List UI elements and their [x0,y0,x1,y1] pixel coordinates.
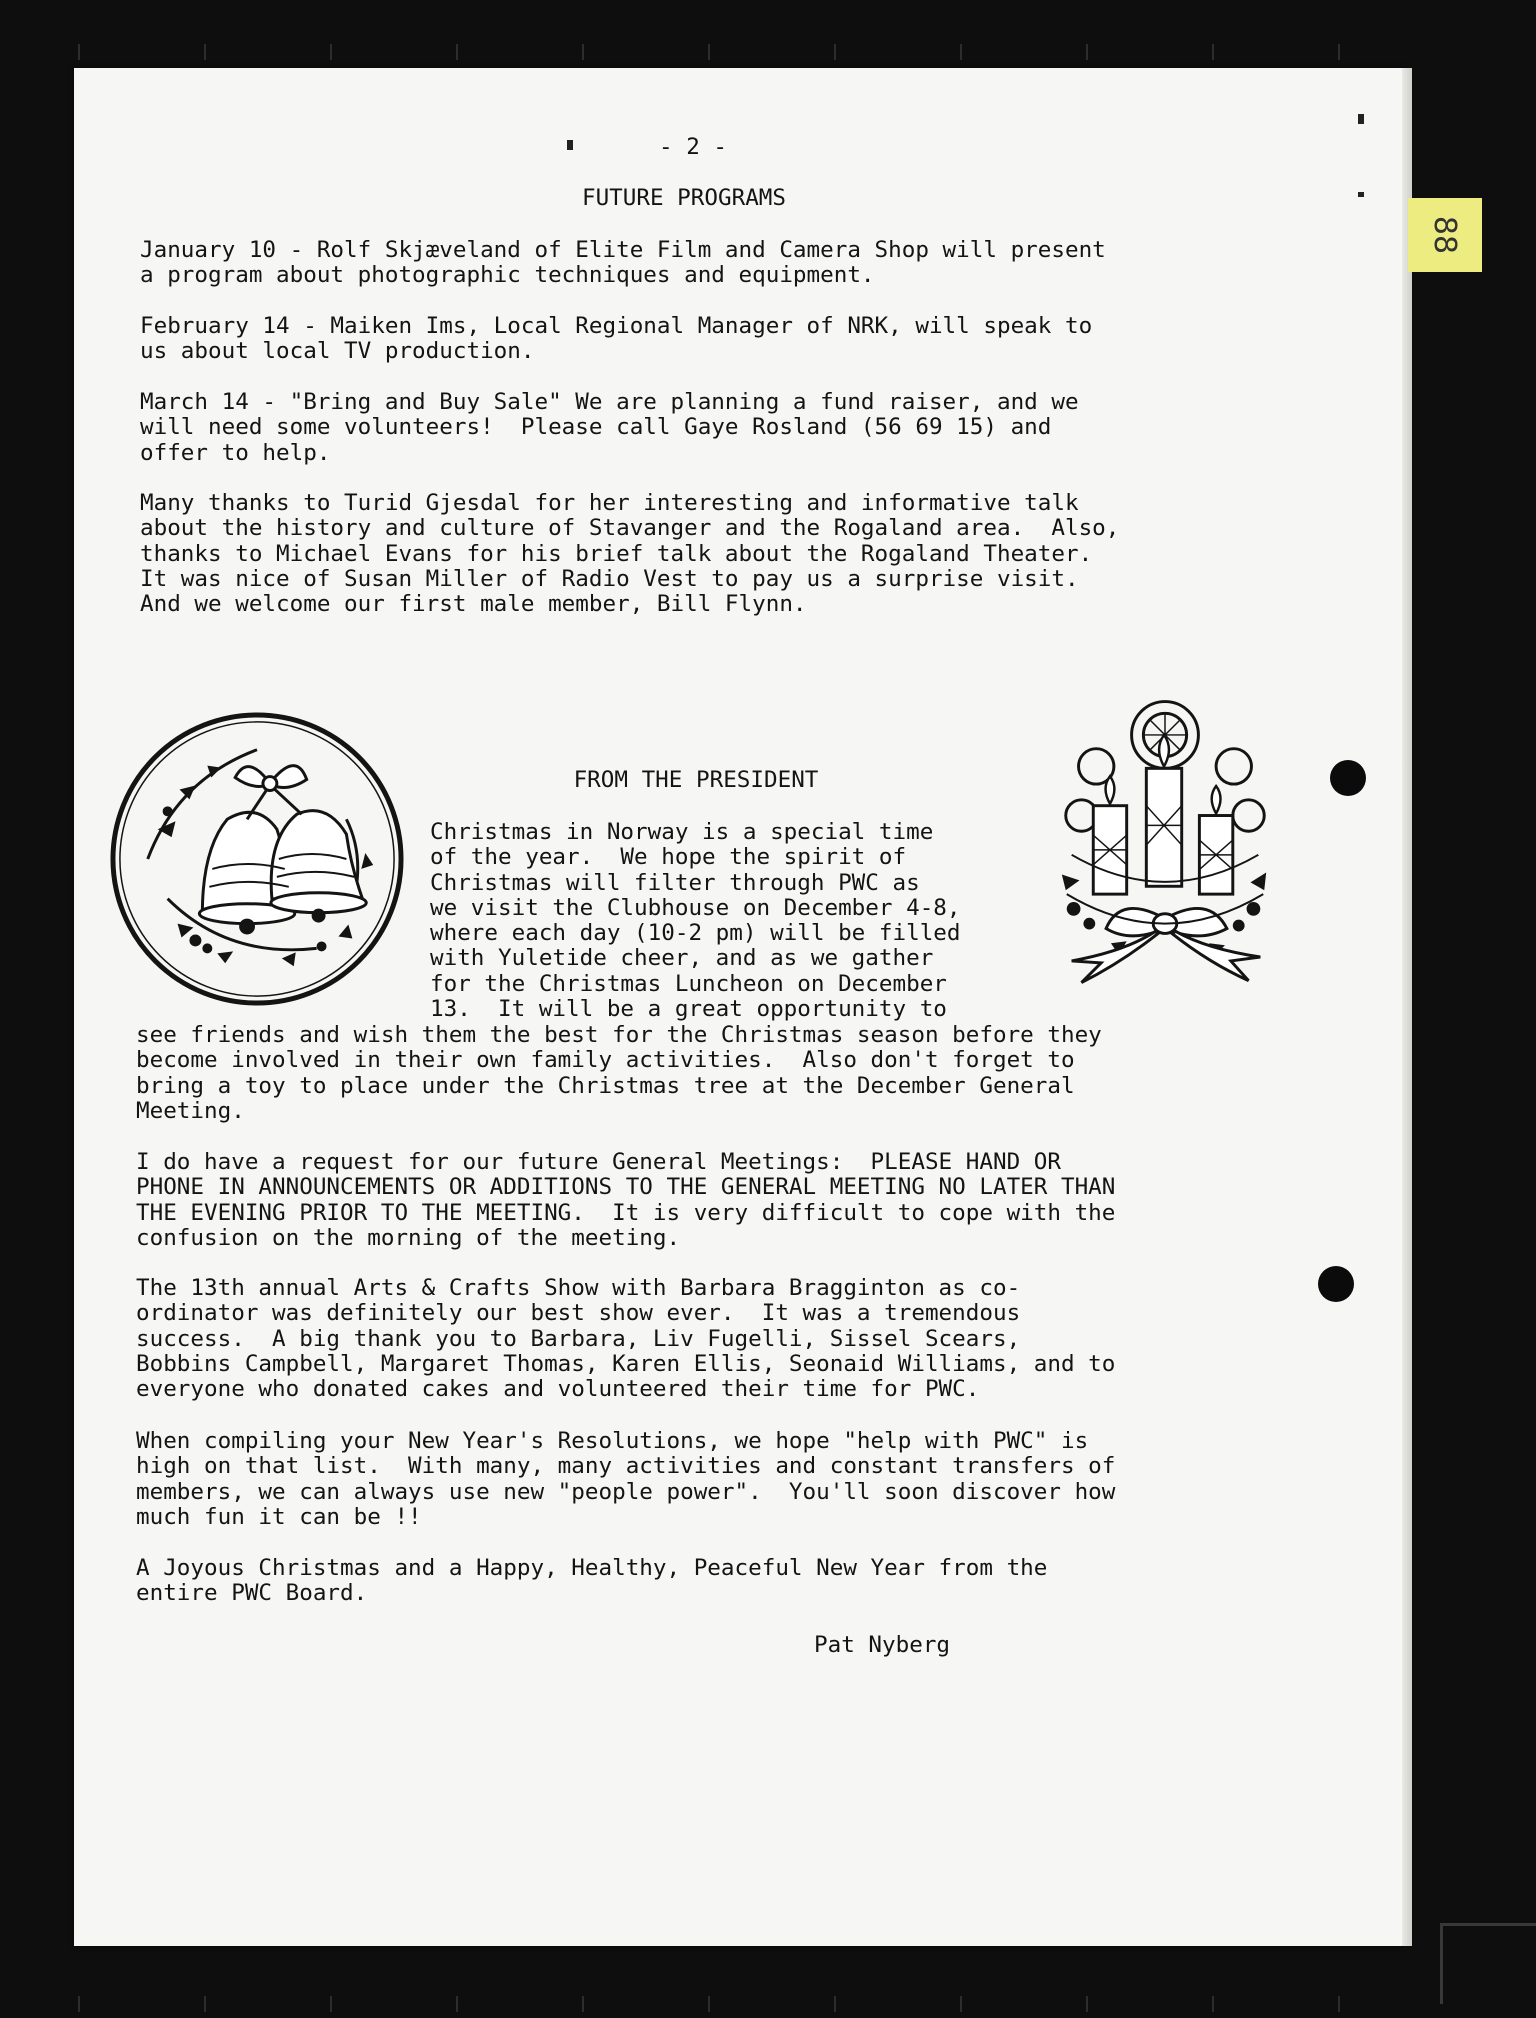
archive-label: 88 [1408,198,1482,272]
president-intro-continued: see friends and wish them the best for the Christmas season before they become involved in their own family activities. Also don't forget to bring a toy to place under the Christmas tree at the December General Meeting. [136,1022,1102,1124]
speck [567,140,573,150]
punch-hole [1330,760,1366,796]
arts-crafts-paragraph: The 13th annual Arts & Crafts Show with Barbara Bragginton as co- ordinator was definitely our best show ever. It was a tremendous success. A big thank you to Barbara, Liv Fugelli, Sissel Scears, Bobbins Campbell, Margaret Thomas, Karen Ellis, Seonaid Williams, and to everyone who donated cakes and volunteered their time for PWC. [136,1275,1116,1403]
resolutions-paragraph: When compiling your New Year's Resolutions, we hope "help with PWC" is high on that list. With many, many activities and constant transfers of members, we can always use new "people power". You'll soon discover how much fun it can be !! [136,1428,1116,1530]
speck [1358,192,1364,197]
program-march: March 14 - "Bring and Buy Sale" We are planning a fund raiser, and we will need some volunteers! Please call Gaye Rosland (56 69 15) and offer to help. [140,389,1079,466]
scanner-edge-mark [1440,1923,1536,2004]
christmas-greeting-paragraph: A Joyous Christmas and a Happy, Healthy, Peaceful New Year from the entire PWC Board. [136,1555,1048,1607]
future-programs-heading: FUTURE PROGRAMS [581,185,787,211]
program-february: February 14 - Maiken Ims, Local Regional Manager of NRK, will speak to us about local TV production. [140,313,1093,365]
scanner-ruler-bottom [78,1996,1418,2012]
president-intro-wrapped: Christmas in Norway is a special time of the year. We hope the spirit of Christmas will filter through PWC as we visit the Clubhouse on December 4-8, where each day (10-2 pm) will be filled with Yuletide cheer, and as we gather for the Christmas Luncheon on December 13. It will be a great opportunity to [430,819,961,1023]
thanks-paragraph: Many thanks to Turid Gjesdal for her interesting and informative talk about the history and culture of Stavanger and the Rogaland area. Also, thanks to Michael Evans for his brief talk about the Rogaland Theater. It was nice of Susan Miller of Radio Vest to pay us a surprise visit. And we welcome our first male member, Bill Flynn. [140,490,1120,618]
document-page [74,68,1406,1946]
page-number: - 2 - [659,134,728,160]
punch-hole [1318,1266,1354,1302]
bells-wreath-icon [108,710,406,1008]
speck [1358,114,1364,124]
meetings-request-paragraph: I do have a request for our future General Meetings: PLEASE HAND OR PHONE IN ANNOUNCEMENTS OR ADDITIONS TO THE GENERAL MEETING NO LATER THAN THE EVENING PRIOR TO THE MEETING. It is very difficult to cope with the confusion on the morning of the meeting. [136,1149,1116,1251]
signature: Pat Nyberg [814,1632,951,1658]
scanner-ruler-top [78,44,1418,60]
president-heading: FROM THE PRESIDENT [573,767,819,793]
page-edge [1402,68,1412,1946]
program-january: January 10 - Rolf Skjæveland of Elite Film and Camera Shop will present a program about photographic techniques and equipment. [140,237,1106,289]
candles-wreath-icon [1052,696,1278,994]
